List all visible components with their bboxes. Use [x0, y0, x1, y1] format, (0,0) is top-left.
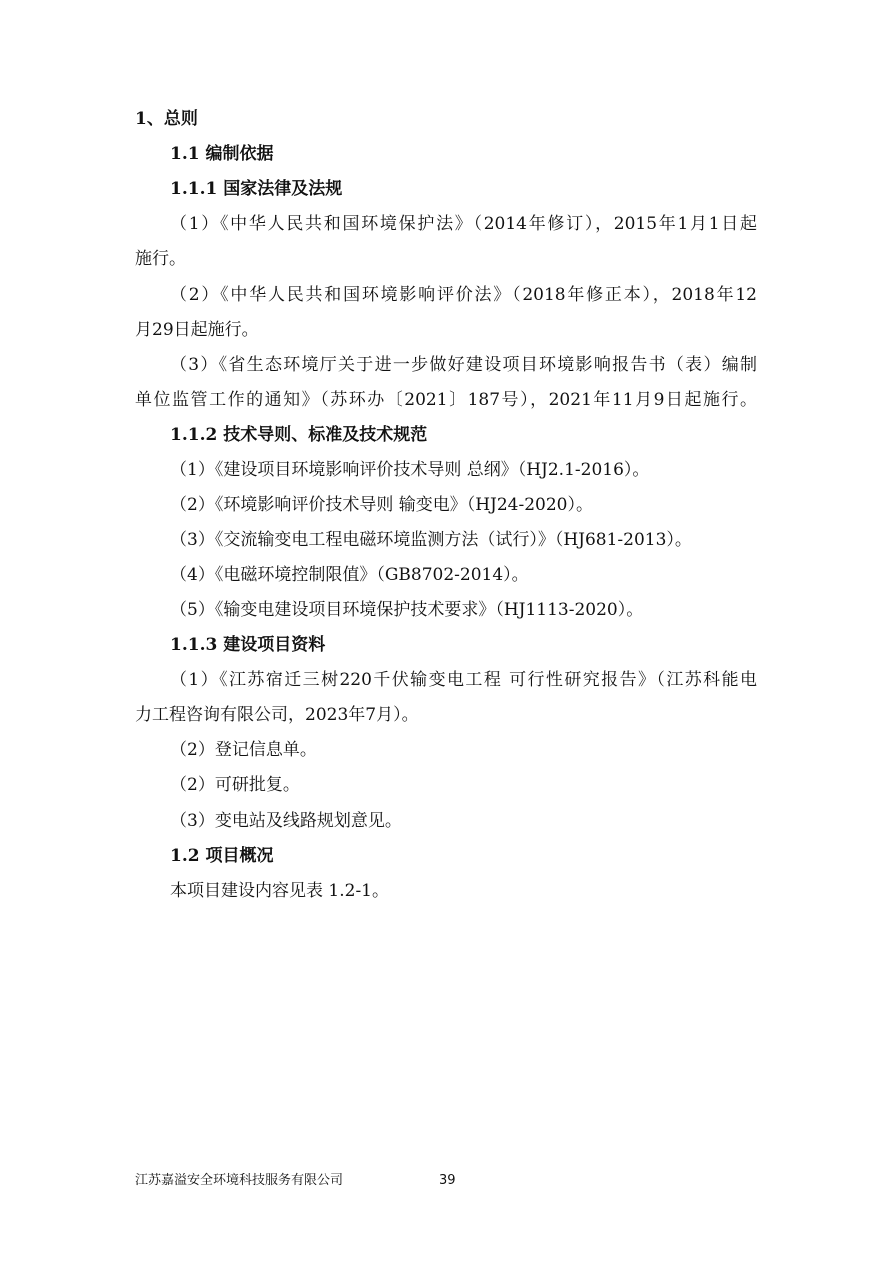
heading-project-materials: 1.1.3 建设项目资料 — [170, 635, 326, 655]
heading-compilation-basis: 1.1 编制依据 — [170, 144, 274, 164]
heading-technical-guidelines: 1.1.2 技术导则、标准及技术规范 — [170, 425, 428, 445]
footer-page-number: 39 — [439, 1173, 456, 1188]
law-item-3-line2: 单位监管工作的通知》（苏环办〔2021〕187号），2021年11月9日起施行。 — [135, 390, 757, 410]
heading-national-laws: 1.1.1 国家法律及法规 — [170, 179, 343, 199]
footer-company: 江苏嘉溢安全环境科技服务有限公司 — [135, 1173, 344, 1188]
material-item-2: （2）登记信息单。 — [170, 740, 317, 760]
material-item-1-line1: （1）《江苏宿迁三树220千伏输变电工程 可行性研究报告》（江苏科能电 — [170, 670, 757, 690]
law-item-1-line1: （1）《中华人民共和国环境保护法》（2014年修订），2015年1月1日起 — [170, 214, 757, 234]
law-item-2-line1: （2）《中华人民共和国环境影响评价法》（2018年修正本），2018年12 — [170, 285, 757, 305]
heading-project-overview: 1.2 项目概况 — [170, 846, 274, 866]
material-item-1-line2: 力工程咨询有限公司，2023年7月）。 — [135, 705, 419, 725]
material-item-3: （2）可研批复。 — [170, 775, 300, 795]
standard-item-2: （2）《环境影响评价技术导则 输变电》（HJ24-2020）。 — [170, 495, 593, 515]
law-item-3-line1: （3）《省生态环境厅关于进一步做好建设项目环境影响报告书（表）编制 — [170, 355, 757, 375]
law-item-2-line2: 月29日起施行。 — [135, 320, 259, 340]
standard-item-4: （4）《电磁环境控制限值》（GB8702-2014）。 — [170, 565, 529, 585]
overview-text: 本项目建设内容见表 1.2-1。 — [170, 881, 389, 901]
standard-item-3: （3）《交流输变电工程电磁环境监测方法（试行）》（HJ681-2013）。 — [170, 530, 692, 550]
standard-item-5: （5）《输变电建设项目环境保护技术要求》（HJ1113-2020）。 — [170, 600, 644, 620]
material-item-4: （3）变电站及线路规划意见。 — [170, 811, 402, 831]
law-item-1-line2: 施行。 — [135, 249, 186, 269]
standard-item-1: （1）《建设项目环境影响评价技术导则 总纲》（HJ2.1-2016）。 — [170, 460, 650, 480]
heading-general: 1、总则 — [135, 109, 198, 129]
